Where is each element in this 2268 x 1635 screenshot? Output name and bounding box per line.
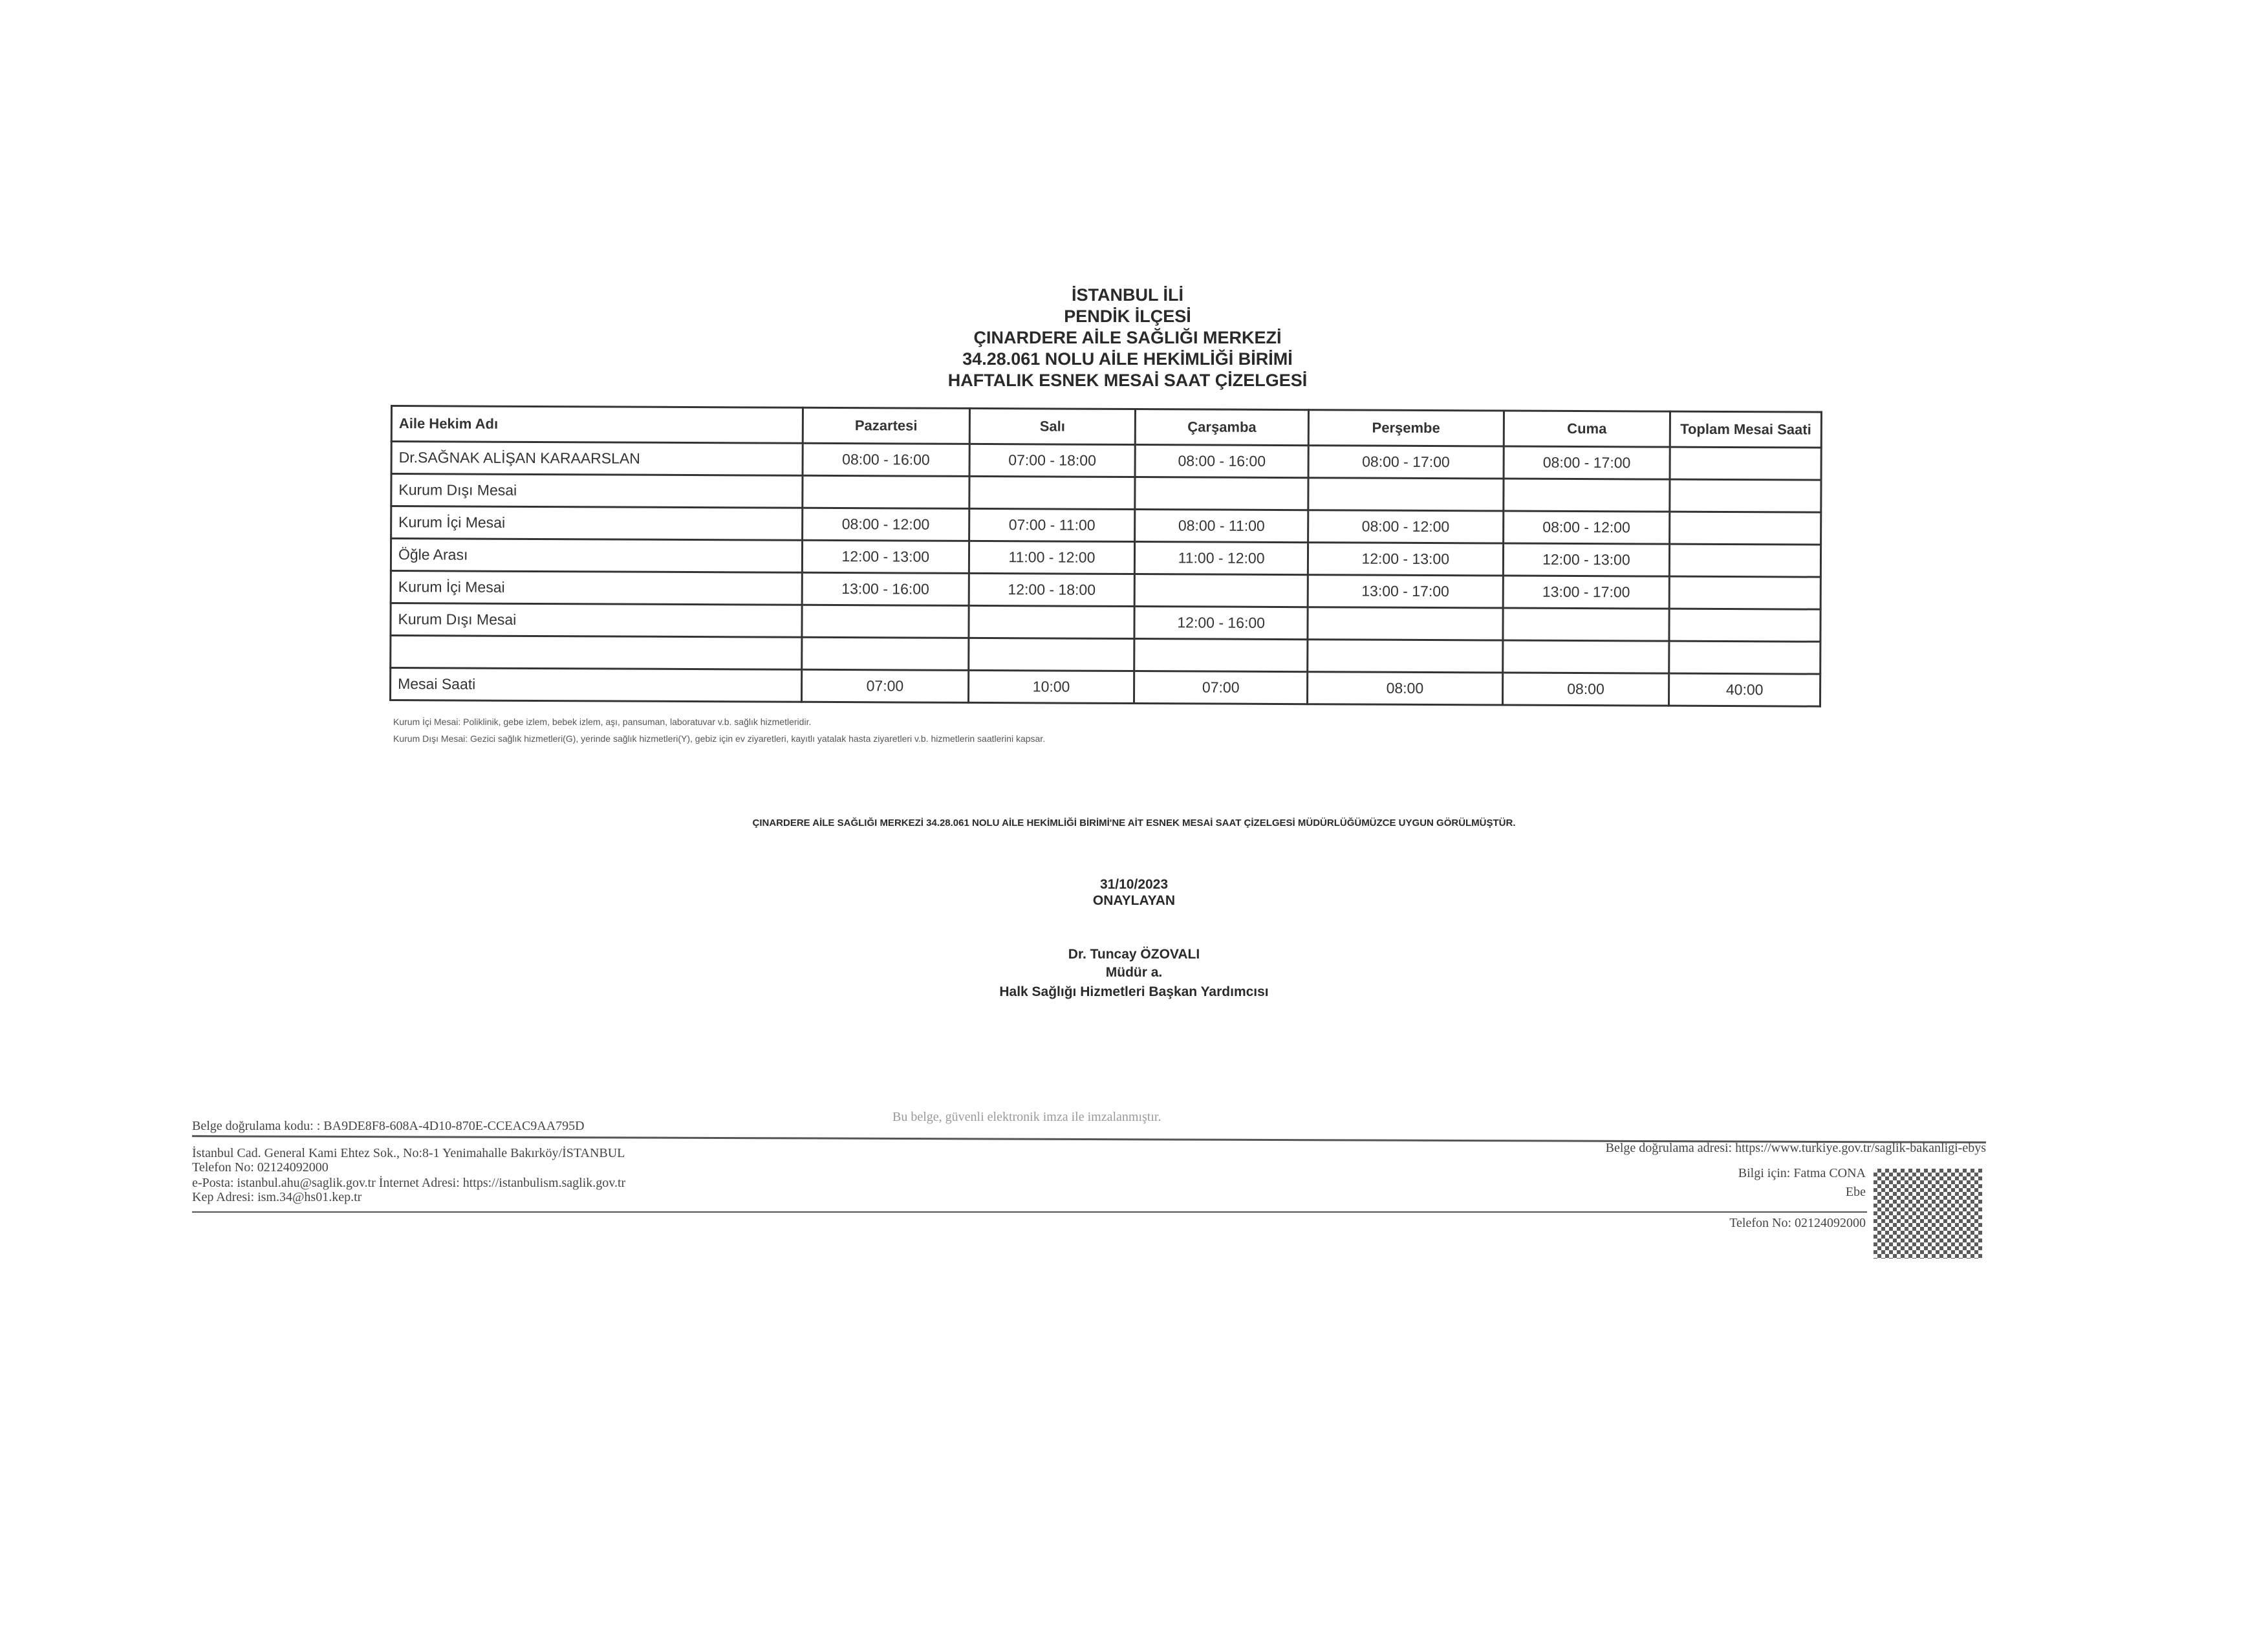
row-label: Öğle Arası [391, 539, 802, 573]
schedule-cell [1670, 544, 1821, 577]
schedule-cell [1308, 478, 1504, 511]
schedule-cell [969, 605, 1135, 638]
verification-address: Belge doğrulama adresi: https://www.turkiye.gov.tr/saglik-bakanligi-ebys [1605, 1141, 1986, 1155]
schedule-cell [802, 605, 969, 638]
qr-code [1874, 1169, 1982, 1259]
header-district: PENDİK İLÇESİ [1064, 307, 1191, 326]
footer-phone: Telefon No: 02124092000 [192, 1160, 329, 1175]
document-header [0, 285, 2268, 391]
row-label: Dr.SAĞNAK ALİŞAN KARAARSLAN [391, 442, 803, 476]
column-header: Cuma [1504, 411, 1670, 447]
footer-bottom-divider [192, 1211, 1867, 1213]
schedule-cell: 08:00 - 12:00 [1503, 511, 1670, 544]
schedule-cell: 08:00 - 17:00 [1504, 446, 1670, 479]
schedule-cell: 07:00 - 11:00 [969, 508, 1135, 541]
header-title: HAFTALIK ESNEK MESAİ SAAT ÇİZELGESİ [947, 371, 1308, 390]
schedule-cell: 08:00 - 12:00 [1308, 510, 1504, 543]
schedule-cell [1670, 479, 1821, 512]
schedule-cell: 13:00 - 17:00 [1308, 575, 1503, 608]
schedule-cell: 12:00 - 13:00 [802, 540, 969, 573]
schedule-cell: 11:00 - 12:00 [1135, 542, 1308, 575]
row-label: Kurum İçi Mesai [391, 571, 802, 605]
contact-phone: Telefon No: 02124092000 [1729, 1216, 1866, 1230]
schedule-cell [1669, 641, 1820, 674]
schedule-cell: 13:00 - 17:00 [1503, 576, 1670, 609]
schedule-cell [1134, 574, 1308, 607]
schedule-table [389, 405, 1822, 708]
schedule-cell: 12:00 - 13:00 [1503, 543, 1670, 576]
footnote-kurum-ici: Kurum İçi Mesai: Poliklinik, gebe izlem, bebek izlem, aşı, pansuman, laboratuvar v.b. sağlık hizmetleridir. [393, 717, 812, 727]
schedule-cell: 08:00 - 16:00 [803, 443, 969, 476]
schedule-cell [803, 475, 969, 508]
footer-email: e-Posta: istanbul.ahu@saglik.gov.tr İnternet Adresi: https://istanbulism.saglik.gov.tr [192, 1176, 626, 1190]
column-header: Salı [969, 408, 1136, 444]
header-center: ÇINARDERE AİLE SAĞLIĞI MERKEZİ [973, 328, 1282, 347]
column-header: Çarşamba [1136, 409, 1309, 446]
schedule-cell [1670, 447, 1821, 480]
header-province: İSTANBUL İLİ [1072, 285, 1183, 305]
schedule-cell [1669, 609, 1820, 642]
schedule-cell: 07:00 [1134, 671, 1308, 704]
schedule-cell [1308, 640, 1503, 673]
contact-name: Bilgi için: Fatma CONA [1738, 1166, 1866, 1180]
schedule-cell: 07:00 [802, 669, 969, 702]
verification-code: Belge doğrulama kodu: : BA9DE8F8-608A-4D10-870E-CCEAC9AA795D [192, 1119, 585, 1133]
column-header: Aile Hekim Adı [391, 406, 803, 444]
schedule-cell [1308, 607, 1503, 640]
schedule-cell: 08:00 - 16:00 [1135, 445, 1308, 478]
schedule-cell: 12:00 - 16:00 [1134, 607, 1308, 640]
schedule-cell: 10:00 [968, 670, 1134, 703]
schedule-cell: 11:00 - 12:00 [969, 541, 1135, 574]
schedule-cell: 08:00 - 17:00 [1308, 446, 1504, 479]
footer-kep: Kep Adresi: ism.34@hs01.kep.tr [192, 1190, 362, 1204]
schedule-cell: 08:00 - 11:00 [1135, 510, 1308, 543]
schedule-cell [968, 638, 1134, 671]
approver-position: Halk Sağlığı Hizmetleri Başkan Yardımcısı [999, 984, 1269, 999]
approval-statement: ÇINARDERE AİLE SAĞLIĞI MERKEZİ 34.28.061 NOLU AİLE HEKİMLİĞİ BİRİMİ'NE AİT ESNEK MESAİ SAAT ÇİZELGESİ MÜDÜRLÜĞÜMÜZCE UYGUN GÖRÜLMÜŞTÜR. [752, 817, 1516, 828]
row-label: Kurum Dışı Mesai [391, 603, 802, 638]
contact-title: Ebe [1845, 1185, 1866, 1199]
schedule-cell: 40:00 [1669, 673, 1820, 706]
approver-title: Müdür a. [1105, 965, 1163, 980]
schedule-cell [1502, 640, 1669, 673]
table-row [391, 668, 1820, 707]
column-header: Toplam Mesai Saati [1670, 411, 1821, 448]
schedule-cell: 13:00 - 16:00 [802, 572, 969, 605]
schedule-cell [1503, 608, 1670, 641]
approval-date: 31/10/2023 [1099, 877, 1169, 892]
schedule-cell [969, 476, 1135, 509]
schedule-cell: 08:00 - 12:00 [803, 508, 969, 541]
schedule-cell: 12:00 - 18:00 [969, 573, 1135, 606]
schedule-cell: 08:00 [1502, 673, 1669, 706]
schedule-cell [1135, 477, 1308, 510]
column-header: Perşembe [1308, 410, 1504, 446]
table-header-row [391, 406, 1821, 448]
schedule-cell [1503, 479, 1670, 512]
header-unit: 34.28.061 NOLU AİLE HEKİMLİĞİ BİRİMİ [962, 349, 1293, 369]
row-label: Kurum İçi Mesai [391, 506, 803, 541]
approver-name: Dr. Tuncay ÖZOVALI [1068, 947, 1200, 962]
schedule-cell: 07:00 - 18:00 [969, 444, 1136, 477]
approval-label: ONAYLAYAN [1092, 893, 1176, 908]
schedule-cell [1134, 639, 1308, 672]
schedule-cell: 08:00 [1307, 672, 1502, 705]
footnote-kurum-disi: Kurum Dışı Mesai: Gezici sağlık hizmetleri(G), yerinde sağlık hizmetleri(Y), gebiz için ev ziyaretleri, kayıtlı yatalak hasta ziyaretleri v.b. hizmetlerin saatlerini kapsar. [393, 733, 1046, 744]
row-label: Kurum Dışı Mesai [391, 474, 803, 508]
schedule-cell [1669, 576, 1820, 609]
footer-address: İstanbul Cad. General Kami Ehtez Sok., No:8-1 Yenimahalle Bakırköy/İSTANBUL [192, 1146, 625, 1160]
esign-note: Bu belge, güvenli elektronik imza ile imzalanmıştır. [892, 1110, 1161, 1124]
schedule-cell: 12:00 - 13:00 [1308, 543, 1503, 576]
column-header: Pazartesi [803, 407, 969, 444]
schedule-cell [1670, 512, 1821, 545]
schedule-cell [802, 637, 969, 670]
row-label: Mesai Saati [391, 668, 802, 702]
row-label [391, 636, 802, 670]
